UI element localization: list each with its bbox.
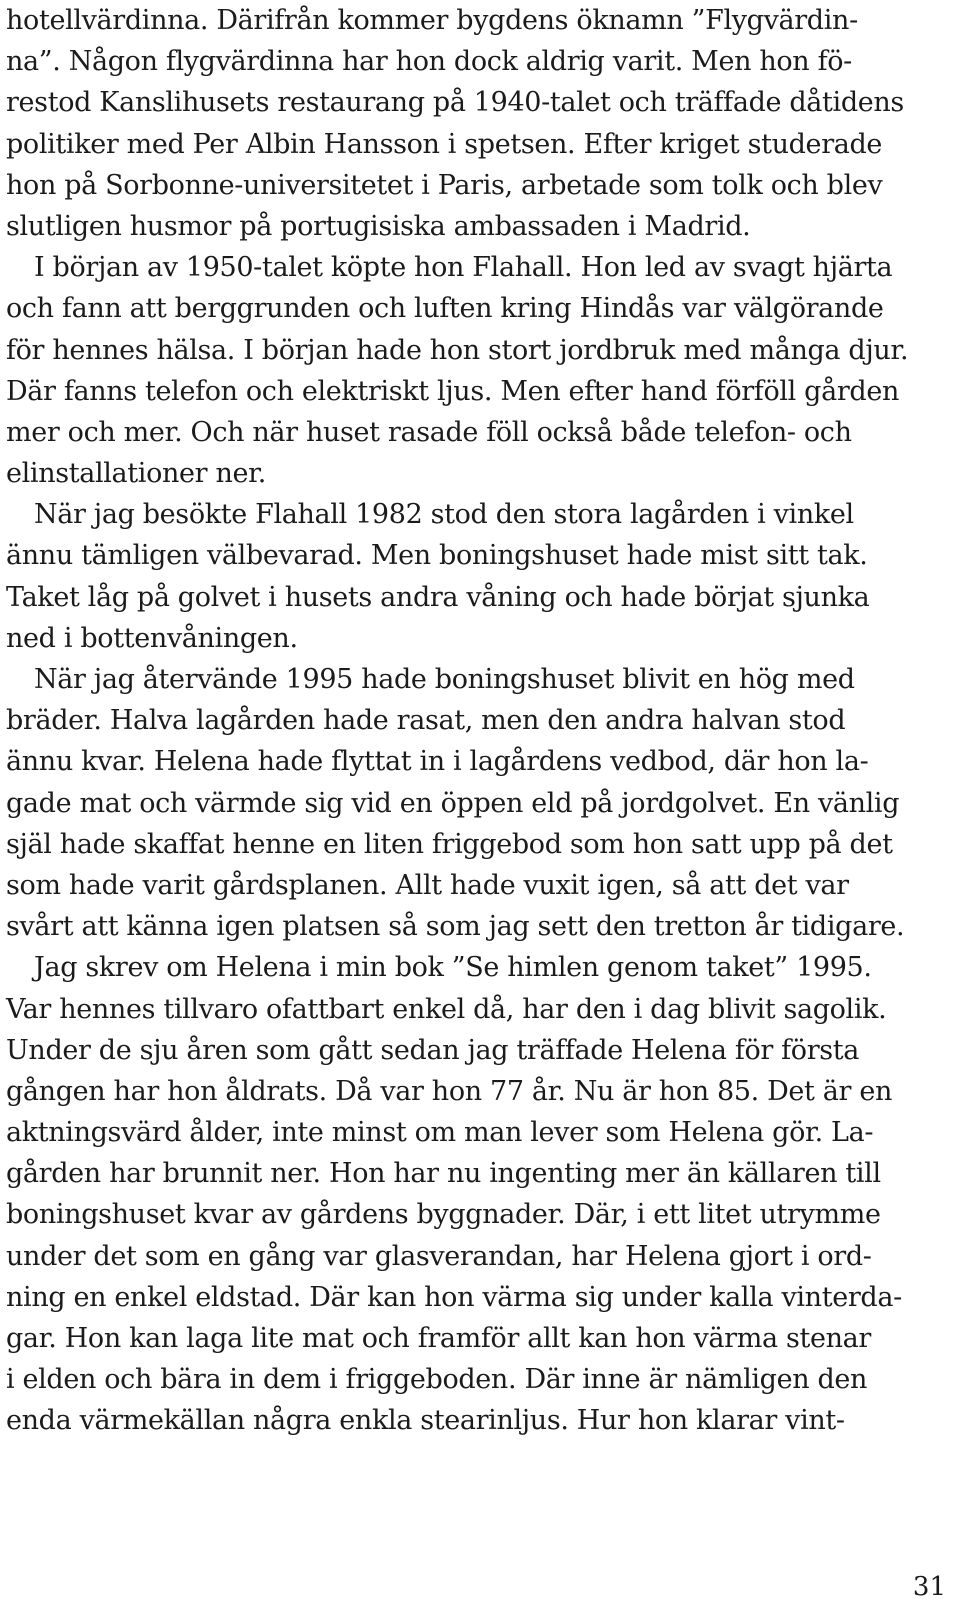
text-line: för hennes hälsa. I början hade hon stort jordbruk med många djur. bbox=[6, 334, 909, 366]
text-line: politiker med Per Albin Hansson i spetsen. Efter kriget studerade bbox=[6, 128, 883, 160]
text-line: i elden och bära in dem i friggeboden. Där inne är nämligen den bbox=[6, 1364, 868, 1396]
text-line: Där fanns telefon och elektriskt ljus. Men efter hand förföll gården bbox=[6, 375, 899, 407]
text-line: och fann att berggrunden och luften kring Hindås var välgörande bbox=[6, 293, 884, 325]
text-line: gade mat och värmde sig vid en öppen eld på jordgolvet. En vänlig bbox=[6, 787, 900, 819]
text-line: hotellvärdinna. Därifrån kommer bygdens öknamn ”Flygvärdin- bbox=[6, 5, 858, 36]
text-line: ännu tämligen välbevarad. Men boningshuset hade mist sitt tak. bbox=[6, 540, 868, 572]
text-line: elinstallationer ner. bbox=[6, 458, 266, 490]
text-line: enda värmekällan några enkla stearinljus. Hur hon klarar vint- bbox=[6, 1405, 845, 1437]
text-line: Under de sju åren som gått sedan jag träffade Helena för första bbox=[6, 1034, 860, 1066]
paragraph-first-line: När jag återvände 1995 hade boningshuset blivit en hög med bbox=[34, 664, 855, 695]
text-line: Taket låg på golvet i husets andra våning och hade börjat sjunka bbox=[6, 581, 870, 613]
text-line: restod Kanslihusets restaurang på 1940-talet och träffade dåtidens bbox=[6, 87, 904, 119]
text-line: själ hade skaffat henne en liten friggebod som hon satt upp på det bbox=[6, 828, 893, 860]
text-line: ännu kvar. Helena hade flyttat in i lagårdens vedbod, där hon la- bbox=[6, 746, 869, 778]
text-line: svårt att känna igen platsen så som jag sett den tretton år tidigare. bbox=[6, 911, 905, 943]
text-line: under det som en gång var glasverandan, har Helena gjort i ord- bbox=[6, 1240, 872, 1272]
body-text bbox=[6, 0, 909, 1442]
text-line: ning en enkel eldstad. Där kan hon värma sig under kalla vinterda- bbox=[6, 1281, 902, 1313]
text-line: gar. Hon kan laga lite mat och framför allt kan hon värma stenar bbox=[6, 1323, 871, 1354]
paragraph-first-line: När jag besökte Flahall 1982 stod den stora lagården i vinkel bbox=[34, 499, 854, 531]
text-line: slutligen husmor på portugisiska ambassaden i Madrid. bbox=[6, 210, 751, 242]
page-number: 31 bbox=[912, 1572, 946, 1602]
paragraph-first-line: I början av 1950-talet köpte hon Flahall. Hon led av svagt hjärta bbox=[34, 252, 893, 284]
text-line: aktningsvärd ålder, inte minst om man lever som Helena gör. La- bbox=[6, 1117, 874, 1149]
text-line: na”. Någon flygvärdinna har hon dock aldrig varit. Men hon fö- bbox=[6, 46, 852, 78]
text-line: hon på Sorbonne-universitetet i Paris, arbetade som tolk och blev bbox=[6, 169, 883, 201]
text-line: gången har hon åldrats. Då var hon 77 år. Nu är hon 85. Det är en bbox=[6, 1075, 892, 1107]
text-line: bräder. Halva lagården hade rasat, men den andra halvan stod bbox=[6, 705, 846, 737]
paragraph-first-line: Jag skrev om Helena i min bok ”Se himlen genom taket” 1995. bbox=[34, 952, 872, 984]
text-line: Var hennes tillvaro ofattbart enkel då, har den i dag blivit sagolik. bbox=[6, 993, 887, 1025]
text-line: mer och mer. Och när huset rasade föll också både telefon- och bbox=[6, 416, 852, 448]
text-line: gården har brunnit ner. Hon har nu ingenting mer än källaren till bbox=[6, 1158, 881, 1190]
text-line: ned i bottenvåningen. bbox=[6, 622, 298, 654]
text-line: som hade varit gårdsplanen. Allt hade vuxit igen, så att det var bbox=[6, 869, 849, 901]
text-line: boningshuset kvar av gårdens byggnader. Där, i ett litet utrymme bbox=[6, 1199, 881, 1231]
